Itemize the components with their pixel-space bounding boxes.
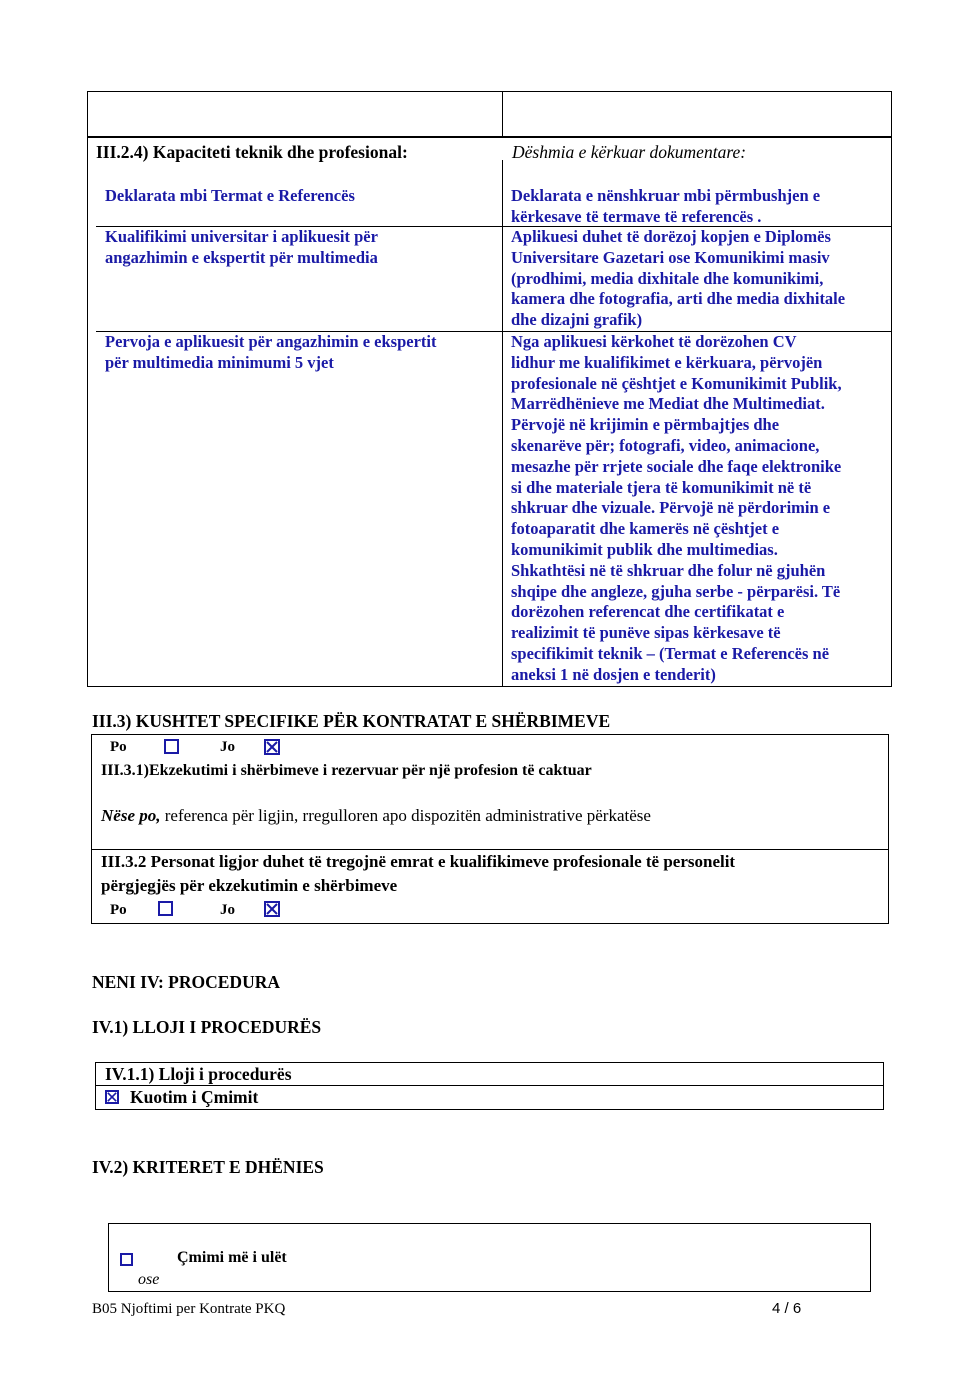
question-iii-3-2-line1: III.3.2 Personat ligjor duhet të tregojnë emrat e kualifikimeve profesionale të personelit [101,852,736,871]
section-heading-iii-3: III.3) KUSHTET SPECIFIKE PËR KONTRATAT E SHËRBIMEVE [92,711,611,731]
empty-table-row [87,91,892,136]
row1-requirement: Deklarata mbi Termat e Referencës [105,186,355,205]
row3-evidence: Nga aplikuesi kërkohet të dorëzohen CV lidhur me kualifikimet e kërkuara, përvojën profesionale në çështjet e Komunikimit Publik, Marrëdhënieve me Mediat dhe Multimediat. Përvojë në krijimin e përmbajtjes dhe skenarëve për; fotografi, video, animacione, mesazhe për rrjete sociale dhe faqe elektronike si dhe materiale tjera të komunikimit në të shkruar dhe vizuale. Përvojë në përdorimin e fotoaparatit dhe kamerës në çështjet e komunikimit publik dhe multimedias. Shkathtësi në të shkruar dhe folur në gjuhën shqipe dhe angleze, gjuha serbe - përparësi. Të dorëzohen referencat dhe certifikatat e realizimit të punëve sipas kërkesave të specifikimit teknik – (Termat e Referencës në aneksi 1 në dosjen e tenderit) [511,332,842,684]
award-criteria-box [108,1223,871,1292]
footer-page-number: 4 / 6 [772,1300,802,1317]
or-label: ose [138,1271,160,1288]
evidence-title: Dëshmia e kërkuar dokumentare: [512,142,747,162]
question-iii-3-1: III.3.1)Ekzekutimi i shërbimeve i rezervuar për një profesion të caktuar [101,762,592,779]
jo-label: Jo [220,902,235,918]
footer-document-name: B05 Njoftimi per Kontrate PKQ [92,1301,286,1317]
po-label: Po [110,739,127,755]
question-iii-3-1-note: Nëse po, referenca për ligjin, rregulloren apo dispozitën administrative përkatëse [101,806,651,825]
row1-evidence: Deklarata e nënshkruar mbi përmbushjen e kërkesave të termave të referencës . [511,186,821,226]
checkmark-x-icon [266,903,278,915]
services-conditions-box [91,734,889,924]
box-divider [96,1085,883,1086]
capacity-table [87,136,892,687]
lowest-price-checkbox[interactable] [120,1253,133,1266]
row2-requirement: Kualifikimi universitar i aplikuesit për angazhimin e ekspertit për multimedia [105,227,378,267]
question-iii-3-2-line2: përgjegjës për ekzekutimin e shërbimeve [101,876,398,895]
section-heading-iv-2: IV.2) KRITERET E DHËNIES [92,1157,324,1177]
column-divider [502,92,503,136]
box-divider [92,849,888,850]
procedure-type-checkbox-checked[interactable] [105,1090,119,1104]
po-label: Po [110,902,127,918]
procedure-type-value: Kuotim i Çmimit [130,1087,259,1107]
row3-requirement: Pervoja e aplikuesit për angazhimin e ekspertit për multimedia minimumi 5 vjet [105,332,437,372]
jo-checkbox-checked[interactable] [264,739,280,755]
checkmark-x-icon [107,1092,117,1102]
checkmark-x-icon [266,741,278,753]
procedure-type-title: IV.1.1) Lloji i procedurës [105,1064,292,1084]
section-heading-iv-1: IV.1) LLOJI I PROCEDURËS [92,1017,322,1037]
capacity-title: III.2.4) Kapaciteti teknik dhe profesional: [96,142,408,162]
po-checkbox[interactable] [164,739,179,754]
jo-checkbox-checked[interactable] [264,901,280,917]
section-heading-iv: NENI IV: PROCEDURA [92,972,280,992]
procedure-type-box [95,1062,884,1110]
row2-evidence: Aplikuesi duhet të dorëzoj kopjen e Diplomës Universitare Gazetari ose Komunikimi masiv (prodhimi, media dixhitale dhe komunikimi, kamera dhe fotografia, arti dhe media dixhitale dhe dizajni grafik) [511,227,846,330]
jo-label: Jo [220,739,235,755]
lowest-price-label: Çmimi më i ulët [177,1249,287,1266]
column-divider [502,160,503,686]
po-checkbox[interactable] [158,901,173,916]
